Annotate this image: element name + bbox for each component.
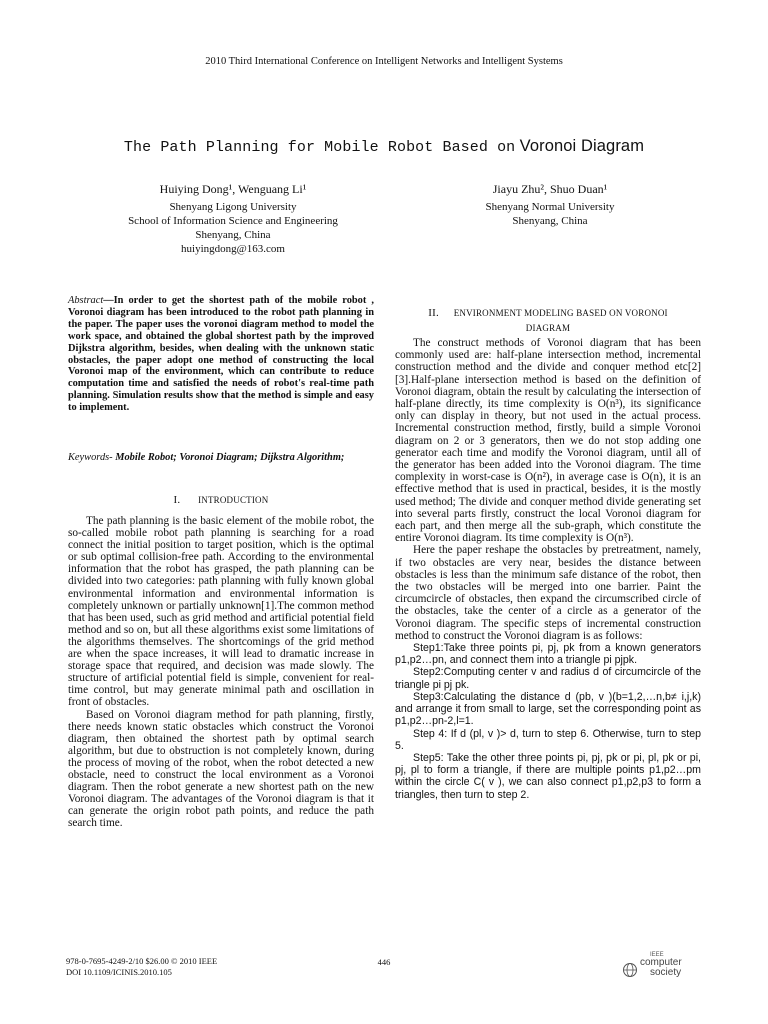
section1-paragraph-1: The path planning is the basic element of the mobile robot, the so-called mobile robot path planning is searching for a road connect the initial position to target position, which is the optimal or sub optimal collision-free path. According to the environmental information that the robot has grasped, the path planning can be divided into two categories: path planning with fully known global environmental information and environmental information is completely unknown or partially unknown[1].The common method that has been used, such as grid method and artificial potential field method and so on, but all these algorithms exist some limitations of the algorithms themselves. The shortcomings of the grid method are when the space increases, it will lead to dramatic increase in storage space that required, and decision was made slowly. The structure of artificial potential field is simple, convenient for real-time control, but may generate minimal path and oscillation in front of obstacles. — [68, 515, 374, 709]
affiliation-line: Shenyang, China — [512, 215, 588, 227]
logo-computer: computer — [640, 957, 682, 968]
title-part2: Voronoi Diagram — [519, 137, 645, 155]
abstract — [68, 295, 374, 414]
algorithm-step-1: Step1:Take three points pi, pj, pk from a known generators p1,p2…pn, and connect them into a triangle pi pjpk. — [395, 642, 701, 667]
section1-heading — [68, 494, 374, 506]
author-email[interactable]: huiyingdong@163.com — [181, 243, 285, 255]
section1-number: I. — [173, 494, 181, 506]
authors-right — [400, 182, 700, 228]
section1-body — [68, 515, 374, 829]
logo-society: society — [650, 967, 682, 978]
globe-icon — [622, 962, 638, 978]
section2-title-line1: ENVIRONMENT MODELING BASED ON VORONOI — [453, 308, 668, 318]
abstract-label: Abstract — [68, 295, 104, 306]
section2-heading — [395, 306, 701, 336]
footer-left — [66, 956, 217, 978]
algorithm-step-5: Step5: Take the other three points pi, pj, pk or pi, pl, pk or pi, pj, pl to form a triangle, if there are multiple points p1,p2…pm within the circle C( v ), we can also connect p1,p2,p3 to form a triangles, then turn to step 2. — [395, 751, 701, 801]
affiliation-line: Shenyang, China — [195, 229, 271, 241]
logo-ieee: IEEE — [650, 952, 664, 958]
footer-isbn: 978-0-7695-4249-2/10 $26.00 © 2010 IEEE — [66, 956, 218, 966]
authors-left — [78, 182, 388, 256]
paper-title — [0, 136, 768, 156]
author-names-left: Huiying Dong¹, Wenguang Li¹ — [159, 182, 307, 196]
page-number: 446 — [377, 957, 391, 967]
title-part1: The Path Planning for Mobile Robot Based on — [123, 139, 516, 156]
affiliation-line: Shenyang Ligong University — [169, 201, 297, 213]
author-names-right: Jiayu Zhu², Shuo Duan¹ — [492, 182, 608, 196]
ieee-computer-society-logo — [622, 952, 702, 982]
keywords-text: Mobile Robot; Voronoi Diagram; Dijkstra Algorithm; — [115, 452, 345, 463]
section1-title: INTRODUCTION — [198, 495, 269, 505]
keywords-label: Keywords- — [68, 452, 113, 463]
footer-doi: DOI 10.1109/ICINIS.2010.105 — [66, 967, 172, 977]
section2-paragraph-1: The construct methods of Voronoi diagram that has been commonly used are: half-plane intersection method, incremental construction method and the divide and conquer method etc[2] [3].Half-plane intersection method is based on the definition of Voronoi diagram, obtain the result by calculating the intersection of half-plane directly, its time complexity is O(n³), its significance only can display in theory, but not used in the actual process. Incremental construction method, firstly, build a simple Voronoi diagram on 2 or 3 generators, then we do not stop adding one generator each time and modify the Voronoi diagram, until all of the generator has been added into the Voronoi diagram. The time complexity in worst-case is O(n²), in average case is O(n), it is an effective method that is used in practical, besides, it is the mostly used method; The divide and conquer method divide generating set into several parts firstly, construct the local Voronoi diagram for each part, and then merge all the sub-graph, which constitute the entire Voronoi diagram. Its time complexity is O(n³). — [395, 337, 701, 545]
abstract-text: —In order to get the shortest path of the mobile robot , Voronoi diagram has been introduced to the robot path planning in the paper. The paper uses the voronoi diagram method to model the work space, and obtained the global shortest path by the improved Dijkstra algorithm, besides, when dealing with the unknown static obstacles, the paper adopt one method of constructing the local Voronoi map of the environment, which can contribute to reduce computation time and satisfied the needs of robot's real-time path planning. Simulation results show that the method is simple and easy to implement. — [68, 295, 374, 414]
keywords — [68, 452, 374, 464]
section2-body — [395, 337, 701, 801]
section1-paragraph-2: Based on Voronoi diagram method for path planning, firstly, there needs known static obstacles which construct the Voronoi diagram, then obtained the shortest path by optimal search algorithm, but due to obstruction is not completely known, during the process of moving of the robot, when the robot detected a new obstacle, need to construct the local environment as a Voronoi diagram. Then the robot generate a new shortest path on the new Voronoi diagram. The advantages of the Voronoi diagram is that it can generate the origin robot path points, and reduce the path search time. — [68, 708, 374, 830]
algorithm-step-2: Step2:Computing center v and radius d of circumcircle of the triangle pi pj pk. — [395, 666, 701, 691]
section2-number: II. — [428, 307, 439, 319]
algorithm-step-4: Step 4: If d (pl, v )> d, turn to step 6. Otherwise, turn to step 5. — [395, 727, 701, 752]
affiliation-line: School of Information Science and Engineering — [128, 215, 338, 227]
section2-paragraph-2: Here the paper reshape the obstacles by pretreatment, namely, if two obstacles are very near, besides the distance between obstacles is less than the minimum safe distance of the robot, then the two obstacles will be merged into one barrier. Paint the circumcircle of obstacles, then expand the circumscribed circle of the obstacles, take the center of a circle as a generator of the Voronoi diagram. The specific steps of incremental construction method to construct the Voronoi diagram is as follows: — [395, 544, 701, 642]
affiliation-line: Shenyang Normal University — [485, 201, 615, 213]
conference-header: 2010 Third International Conference on Intelligent Networks and Intelligent Systems — [205, 56, 563, 67]
section2-title-line2: DIAGRAM — [525, 323, 571, 333]
algorithm-step-3: Step3:Calculating the distance d (pb, v )(b=1,2,…n,b≠ i,j,k) and arrange it from small to large, set the corresponding point as p1,p2…pn-2,l=1. — [395, 690, 701, 728]
